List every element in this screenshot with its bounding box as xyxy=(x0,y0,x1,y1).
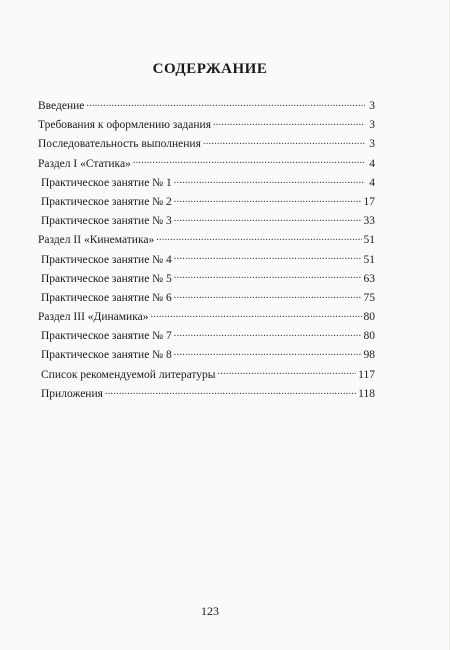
toc-entry-practice-4[interactable] xyxy=(38,251,375,270)
toc-leader-dots xyxy=(174,291,362,301)
toc-entry-page: 3 xyxy=(369,119,375,132)
toc-entry-practice-6[interactable] xyxy=(38,289,375,308)
toc-entry-page: 33 xyxy=(363,215,375,228)
toc-entry-references[interactable] xyxy=(38,366,375,385)
toc-entry-practice-5[interactable] xyxy=(38,270,375,289)
toc-entry-label: Раздел III «Динамика» xyxy=(38,311,149,324)
toc-entry-label: Введение xyxy=(38,100,85,112)
toc-leader-dots xyxy=(174,195,362,205)
toc-entry-label: Список рекомендуемой литературы xyxy=(41,368,216,381)
table-of-contents xyxy=(38,97,375,404)
toc-entry-page: 98 xyxy=(363,349,375,362)
toc-entry-label: Практическое занятие № 5 xyxy=(41,272,172,285)
toc-entry-label: Последовательность выполнения xyxy=(38,138,201,151)
toc-entry-practice-8[interactable] xyxy=(38,346,375,365)
toc-leader-dots xyxy=(105,387,356,397)
toc-entry-label: Практическое занятие № 2 xyxy=(41,195,172,208)
toc-leader-dots xyxy=(174,272,362,282)
toc-entry-page: 118 xyxy=(358,387,375,400)
toc-entry-practice-3[interactable] xyxy=(38,212,375,231)
toc-entry-appendices[interactable] xyxy=(38,385,375,404)
page-title: СОДЕРЖАНИЕ xyxy=(152,61,268,77)
toc-entry-label: Требования к оформлению задания xyxy=(38,119,211,132)
toc-leader-dots xyxy=(218,368,357,378)
toc-entry-label: Практическое занятие № 1 xyxy=(41,176,172,189)
toc-leader-dots xyxy=(150,310,361,320)
toc-entry-label: Практическое занятие № 7 xyxy=(41,330,172,343)
page-number: 123 xyxy=(201,604,219,618)
toc-entry-label: Практическое занятие № 4 xyxy=(41,253,172,266)
toc-entry-section-dynamics[interactable] xyxy=(38,308,375,327)
toc-leader-dots xyxy=(133,157,365,167)
toc-leader-dots xyxy=(203,137,365,147)
toc-leader-dots xyxy=(174,176,365,186)
toc-leader-dots xyxy=(174,214,362,224)
toc-entry-label: Практическое занятие № 3 xyxy=(41,215,172,228)
toc-entry-page: 4 xyxy=(369,157,375,170)
toc-entry-section-kinematics[interactable] xyxy=(38,231,375,250)
toc-entry-page: 117 xyxy=(358,368,375,381)
toc-entry-label: Практическое занятие № 8 xyxy=(41,349,172,362)
toc-entry-label: Раздел II «Кинематика» xyxy=(38,234,155,247)
toc-entry-sequence[interactable] xyxy=(38,135,375,154)
toc-entry-page: 51 xyxy=(363,253,375,266)
toc-leader-dots xyxy=(86,99,365,109)
toc-entry-label: Раздел I «Статика» xyxy=(38,157,131,170)
toc-entry-practice-7[interactable] xyxy=(38,327,375,346)
toc-leader-dots xyxy=(174,329,362,339)
toc-entry-page: 3 xyxy=(369,100,375,112)
toc-leader-dots xyxy=(174,253,362,263)
toc-entry-requirements[interactable] xyxy=(38,116,375,135)
toc-leader-dots xyxy=(174,348,362,358)
toc-entry-practice-2[interactable] xyxy=(38,193,375,212)
toc-entry-introduction[interactable] xyxy=(38,97,375,116)
toc-entry-page: 51 xyxy=(363,234,375,247)
toc-entry-label: Практическое занятие № 6 xyxy=(41,291,172,304)
toc-entry-page: 3 xyxy=(369,138,375,151)
toc-entry-page: 17 xyxy=(363,195,375,208)
toc-entry-label: Приложения xyxy=(41,387,103,400)
toc-entry-page: 63 xyxy=(363,272,375,285)
toc-entry-page: 80 xyxy=(363,311,375,324)
toc-leader-dots xyxy=(213,118,365,128)
toc-entry-section-statics[interactable] xyxy=(38,155,375,174)
toc-entry-page: 75 xyxy=(363,291,375,304)
toc-leader-dots xyxy=(156,233,361,243)
toc-entry-practice-1[interactable] xyxy=(38,174,375,193)
toc-entry-page: 4 xyxy=(369,176,375,189)
toc-entry-page: 80 xyxy=(363,330,375,343)
